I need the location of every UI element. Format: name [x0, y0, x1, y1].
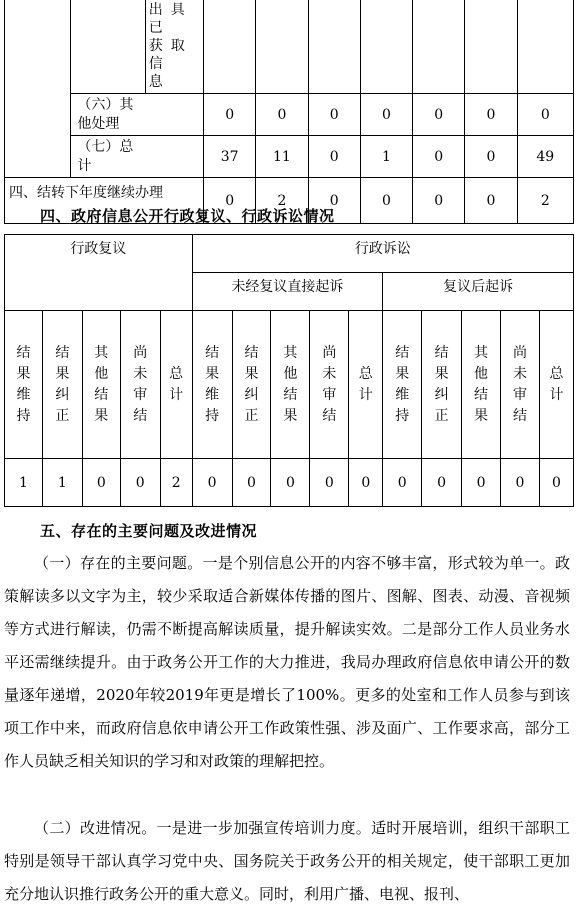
cell: 37	[204, 136, 256, 178]
column-header-text: 结果维持	[205, 344, 220, 424]
row-label-line: 计	[77, 157, 92, 174]
column-header	[232, 311, 271, 459]
cell: 0	[192, 459, 232, 507]
blank-cell	[308, 0, 360, 94]
table-row	[5, 136, 574, 178]
cell: 0	[82, 459, 120, 507]
row-label	[71, 94, 204, 136]
cell: 0	[539, 459, 573, 507]
blank-cell	[465, 0, 517, 94]
column-header-text: 其他结果	[283, 344, 298, 424]
cell: 0	[383, 459, 422, 507]
column-header	[160, 311, 192, 459]
blank-cell	[517, 0, 573, 94]
cell: 0	[501, 459, 540, 507]
column-header	[422, 311, 462, 459]
column-header	[501, 311, 540, 459]
column-header-text: 总计	[169, 365, 184, 403]
cell: 1	[42, 459, 82, 507]
column-header	[349, 311, 383, 459]
review-litigation-table	[4, 234, 574, 507]
frag-cell	[145, 0, 203, 94]
column-header	[192, 311, 232, 459]
paragraph-improvements: （二）改进情况。一是进一步加强宣传培训力度。适时开展培训，组织干部职工特别是领导干部认真学习党中央、国务院关于政务公开的相关规定，使干部职工更加充分地认识推行政务公开的重大意义。同时，利用广播、电视、报刊、	[4, 819, 570, 903]
blank-cell	[413, 0, 465, 94]
disposal-table	[4, 0, 574, 224]
cell: 0	[413, 94, 465, 136]
column-header-text: 结果维持	[395, 344, 410, 424]
cell: 2	[517, 178, 573, 224]
review-header: 行政复议	[5, 235, 193, 311]
row-label-line: （七）总	[77, 138, 134, 155]
column-header-row	[5, 311, 574, 459]
blank-cell	[71, 0, 145, 94]
column-header-text: 结果纠正	[434, 344, 449, 424]
cell: 1	[5, 459, 43, 507]
litigation-header: 行政诉讼	[192, 235, 573, 273]
cell: 49	[517, 136, 573, 178]
cell: 0	[360, 178, 412, 224]
cell: 0	[465, 136, 517, 178]
cell: 0	[204, 178, 256, 224]
direct-suit-header: 未经复议直接起诉	[192, 273, 383, 311]
column-header	[383, 311, 422, 459]
cell: 0	[308, 136, 360, 178]
column-header	[310, 311, 349, 459]
row-label	[71, 136, 204, 178]
cell: 0	[308, 94, 360, 136]
table-row	[5, 94, 574, 136]
column-header	[120, 311, 160, 459]
section5-heading: 五、存在的主要问题及改进情况	[40, 522, 258, 540]
cell: 0	[271, 459, 310, 507]
section4-heading: 四、政府信息公开行政复议、行政诉讼情况	[40, 207, 335, 225]
row-label-line: 他处理	[77, 115, 120, 132]
column-header-text: 尚未审结	[322, 344, 337, 424]
after-review-header: 复议后起诉	[383, 273, 574, 311]
blank-cell	[360, 0, 412, 94]
column-header-text: 其他结果	[94, 344, 109, 424]
cell: 0	[462, 459, 501, 507]
cell: 0	[310, 459, 349, 507]
cell: 0	[349, 459, 383, 507]
cell: 0	[422, 459, 462, 507]
blank-cell	[5, 0, 71, 178]
column-header-text: 结果纠正	[244, 344, 259, 424]
cell: 0	[517, 94, 573, 136]
blank-cell	[204, 0, 256, 94]
cell: 0	[308, 178, 360, 224]
column-header-text: 结果纠正	[55, 344, 70, 424]
cell: 0	[465, 178, 517, 224]
frag-line: 获取信	[148, 38, 193, 72]
cell: 0	[360, 94, 412, 136]
cell: 0	[413, 178, 465, 224]
column-header-text: 尚未审结	[512, 344, 527, 424]
column-header	[82, 311, 120, 459]
column-header-text: 结果维持	[16, 344, 31, 424]
cell: 0	[204, 94, 256, 136]
column-header-text: 总计	[549, 365, 564, 403]
cell: 0	[120, 459, 160, 507]
carry-label: 四、结转下年度继续办理	[5, 178, 204, 224]
row-label-line: （六）其	[77, 96, 134, 113]
column-header	[271, 311, 310, 459]
column-header-text: 尚未审结	[133, 344, 148, 424]
cell: 2	[256, 178, 308, 224]
cell: 0	[413, 136, 465, 178]
frag-line: 出具已	[148, 2, 193, 36]
table-row	[5, 459, 574, 507]
column-header	[539, 311, 573, 459]
cell: 0	[232, 459, 271, 507]
frag-line: 息	[148, 74, 171, 90]
cell: 2	[160, 459, 192, 507]
column-header-text: 其他结果	[474, 344, 489, 424]
column-header	[42, 311, 82, 459]
column-header	[5, 311, 43, 459]
column-header	[462, 311, 501, 459]
cell: 1	[360, 136, 412, 178]
paragraph-problems: （一）存在的主要问题。一是个别信息公开的内容不够丰富，形式较为单一。政策解读多以文字为主，较少采取适合新媒体传播的图片、图解、图表、动漫、音视频等方式进行解读，仍需不断提高解读质量，提升解读实效。二是部分工作人员业务水平还需继续提升。由于政务公开工作的大力推进，我局办理政府信息依申请公开的数量逐年递增，2020年较2019年更是增长了100%。更多的处室和工作人员参与到该项工作中来，而政府信息依申请公开工作政策性强、涉及面广、工作要求高，部分工作人员缺乏相关知识的学习和对政策的理解把控。	[4, 554, 570, 770]
cell: 11	[256, 136, 308, 178]
cell: 0	[256, 94, 308, 136]
cell: 0	[465, 94, 517, 136]
blank-cell	[256, 0, 308, 94]
column-header-text: 总计	[358, 365, 373, 403]
